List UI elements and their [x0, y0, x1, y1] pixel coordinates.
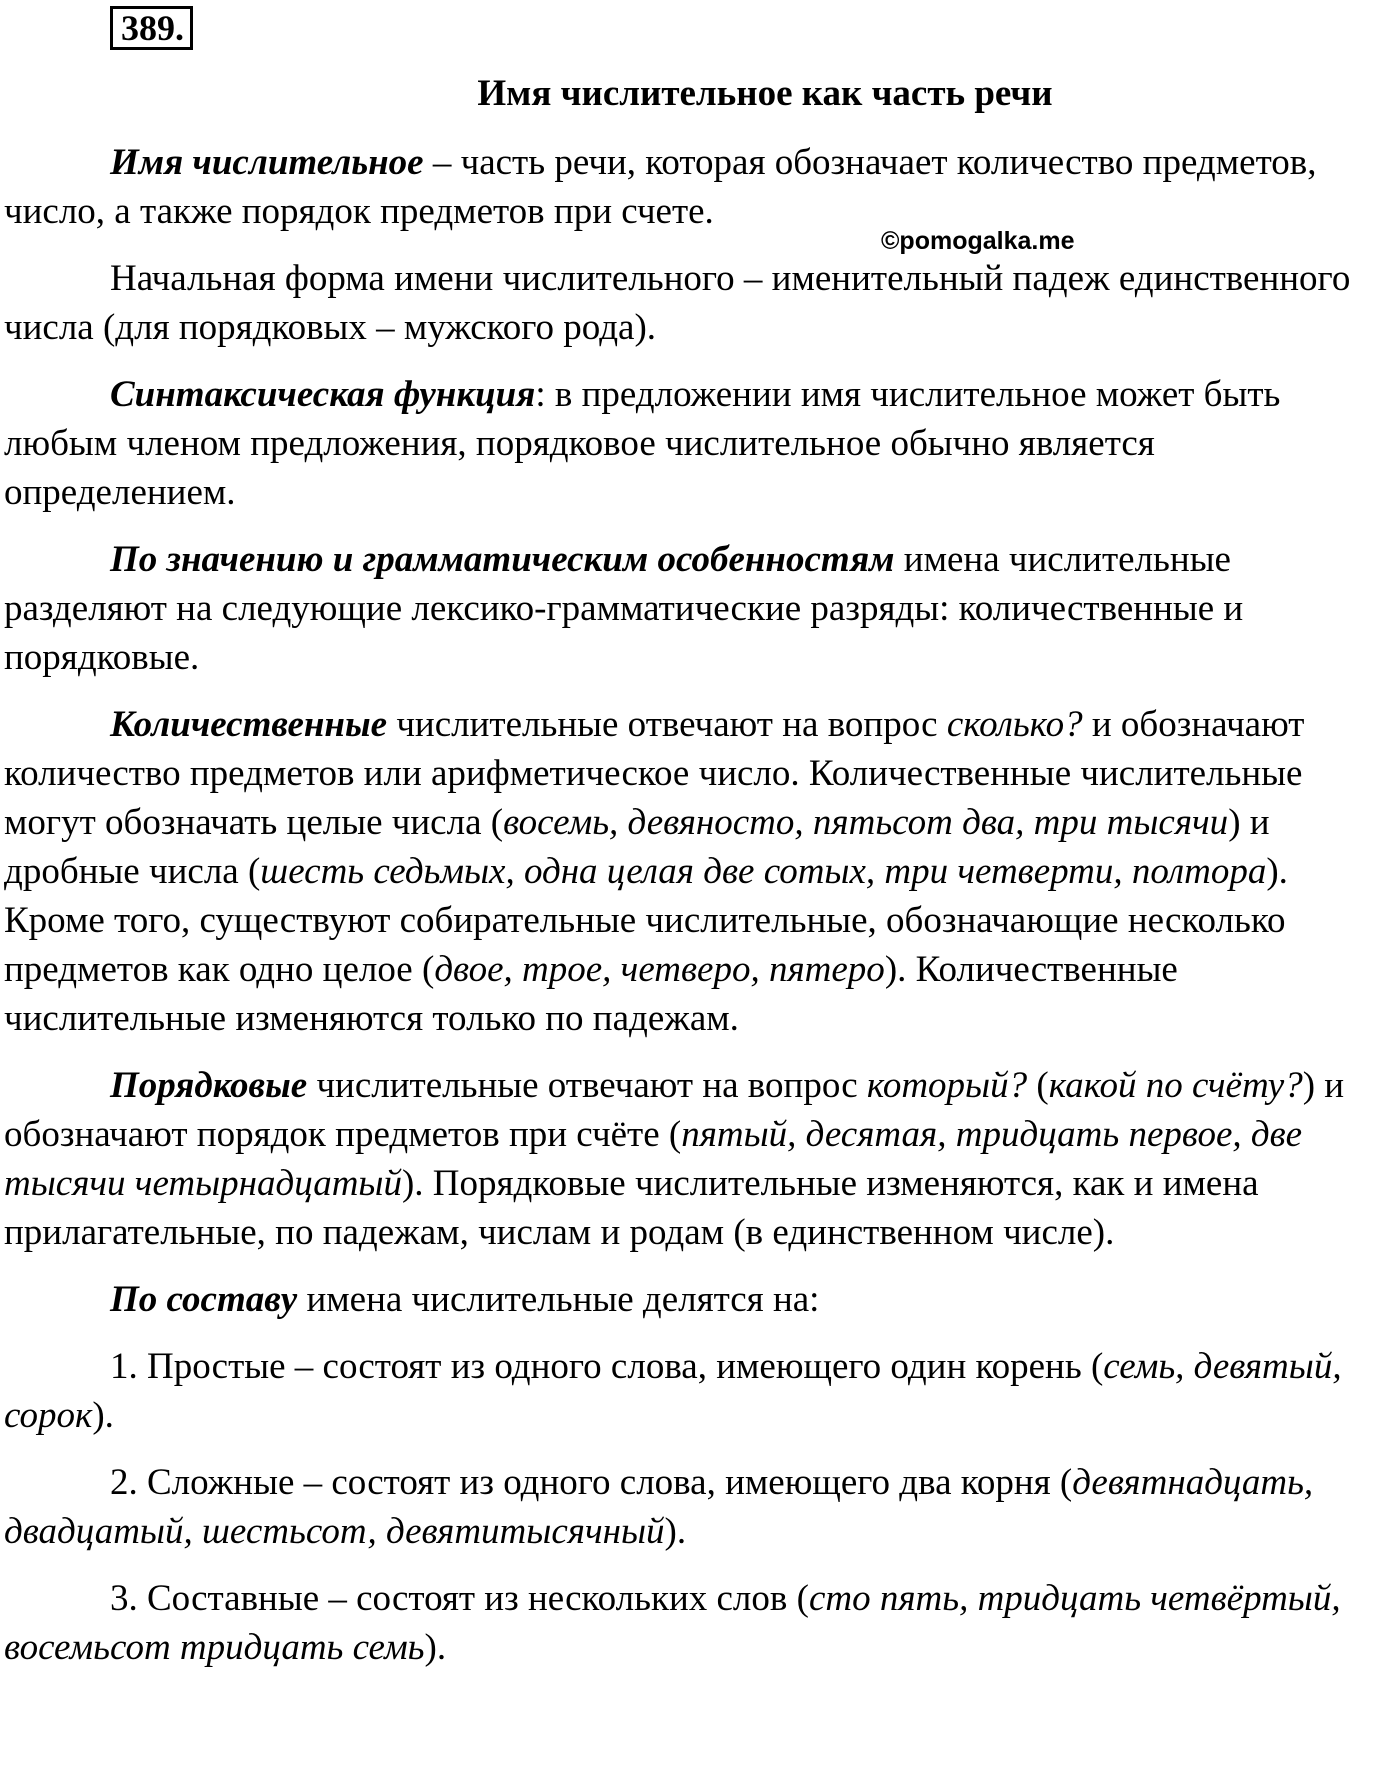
list-item-examples: семь, девятый, сорок	[4, 1346, 1342, 1436]
composition-text: имена числительные делятся на:	[297, 1279, 820, 1320]
paragraph-cardinal	[4, 700, 1394, 1043]
paragraph-ordinal	[4, 1061, 1394, 1257]
cardinal-examples-collective: двое, трое, четверо, пятеро	[434, 949, 885, 990]
cardinal-text-4: ). Кроме того, существуют собирательные числительные, обозначающие несколько предметов как одно целое (	[4, 851, 1288, 990]
list-item-text: 2. Сложные – состоят из одного слова, имеющего два корня (	[110, 1462, 1073, 1503]
list-item-examples: сто пять, тридцать четвёртый, восемьсот тридцать семь	[4, 1578, 1341, 1668]
cardinal-text-1: числительные отвечают на вопрос	[387, 704, 947, 745]
ordinal-text-2: (	[1027, 1065, 1049, 1106]
article-body	[4, 138, 1394, 1672]
term-composition: По составу	[110, 1279, 298, 1320]
exercise-number-box	[110, 6, 193, 50]
paragraph-initial-form	[4, 254, 1394, 352]
cardinal-text-2: и обозначают количество предметов или арифметическое число. Количественные числительные могут обозначать целые числа (	[4, 704, 1305, 843]
list-item	[4, 1342, 1394, 1440]
list-item-text: 3. Составные – состоят из нескольких слов (	[110, 1578, 809, 1619]
syntax-function-text: : в предложении имя числительное может быть любым членом предложения, порядковое числительное обычно является определением.	[4, 374, 1281, 513]
cardinal-question: сколько?	[946, 704, 1083, 745]
term-cardinal: Количественные	[110, 704, 388, 745]
paragraph-composition	[4, 1275, 1394, 1324]
term-by-meaning: По значению и грамматическим особенностям	[110, 539, 895, 580]
ordinal-text-1: числительные отвечают на вопрос	[307, 1065, 867, 1106]
list-item	[4, 1574, 1394, 1672]
page-title: Имя числительное как часть речи	[477, 73, 1053, 114]
list-item-close: ).	[92, 1395, 114, 1436]
cardinal-text-3: ) и дробные числа (	[4, 802, 1270, 892]
ordinal-text-3: ) и обозначают порядок предметов при счёте (	[4, 1065, 1345, 1155]
list-item	[4, 1458, 1394, 1556]
list-item-examples: девятнадцать, двадцатый, шестьсот, девятитысячный	[4, 1462, 1314, 1552]
list-item-close: ).	[664, 1511, 687, 1552]
exercise-number: 389.	[121, 8, 184, 48]
paragraph-categories	[4, 535, 1394, 682]
watermark: ©pomogalka.me	[881, 227, 1075, 255]
categories-text: имена числительные разделяют на следующие лексико-грамматические разряды: количественные и порядковые.	[4, 539, 1244, 678]
list-item-text: 1. Простые – состоят из одного слова, имеющего один корень (	[110, 1346, 1104, 1387]
ordinal-text-4: ). Порядковые числительные изменяются, как и имена прилагательные, по падежам, числам и родам (в единственном числе).	[4, 1163, 1259, 1253]
cardinal-examples-whole: восемь, девяносто, пятьсот два, три тысячи	[503, 802, 1229, 843]
cardinal-text-5: ). Количественные числительные изменяются только по падежам.	[4, 949, 1178, 1039]
initial-form-text: Начальная форма имени числительного – именительный падеж единственного числа (для порядковых – мужского рода).	[4, 258, 1351, 348]
ordinal-examples: пятый, десятая, тридцать первое, две тысячи четырнадцатый	[4, 1114, 1303, 1204]
ordinal-question-2: какой по счёту?	[1048, 1065, 1303, 1106]
term-numeral: Имя числительное	[110, 142, 424, 183]
ordinal-question-1: который?	[866, 1065, 1028, 1106]
definition-text: – часть речи, которая обозначает количество предметов, число, а также порядок предметов при счете.	[4, 142, 1317, 232]
list-item-close: ).	[424, 1627, 447, 1668]
term-syntax-function: Синтаксическая функция	[110, 374, 536, 415]
cardinal-examples-fraction: шесть седьмых, одна целая две сотых, три четверти, полтора	[260, 851, 1267, 892]
paragraph-syntax-function	[4, 370, 1394, 517]
paragraph-definition	[4, 138, 1394, 236]
term-ordinal: Порядковые	[110, 1065, 308, 1106]
